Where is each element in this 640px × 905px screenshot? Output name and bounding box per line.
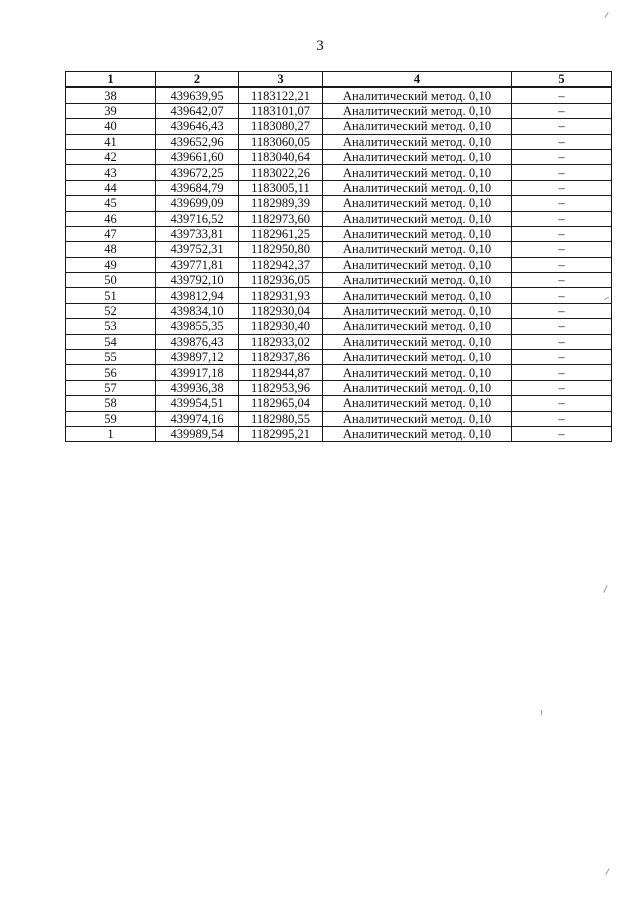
table-cell-col-2: 439936,38 xyxy=(156,380,239,395)
table-cell-col-2: 439672,25 xyxy=(156,165,239,180)
table-cell-col-2: 439661,60 xyxy=(156,149,239,164)
table-cell-col-5: – xyxy=(512,396,612,411)
table-cell-col-4: Аналитический метод. 0,10 xyxy=(323,134,512,149)
table-cell-col-2: 439733,81 xyxy=(156,226,239,241)
table-row xyxy=(66,411,612,426)
table-cell-col-1: 42 xyxy=(66,149,156,164)
table-cell-col-1: 56 xyxy=(66,365,156,380)
table-cell-col-3: 1182973,60 xyxy=(239,211,323,226)
table-cell-col-1: 45 xyxy=(66,196,156,211)
table-cell-col-1: 47 xyxy=(66,226,156,241)
table-cell-col-5: – xyxy=(512,196,612,211)
table-cell-col-3: 1183080,27 xyxy=(239,119,323,134)
table-cell-col-5: – xyxy=(512,87,612,103)
table-cell-col-5: – xyxy=(512,303,612,318)
table-row xyxy=(66,103,612,118)
table-cell-col-5: – xyxy=(512,134,612,149)
table-cell-col-2: 439812,94 xyxy=(156,288,239,303)
table-cell-col-1: 50 xyxy=(66,273,156,288)
table-row xyxy=(66,303,612,318)
table-cell-col-4: Аналитический метод. 0,10 xyxy=(323,303,512,318)
table-row xyxy=(66,288,612,303)
scan-mark xyxy=(604,12,608,17)
table-cell-col-5: – xyxy=(512,365,612,380)
table-cell-col-4: Аналитический метод. 0,10 xyxy=(323,319,512,334)
table-row xyxy=(66,211,612,226)
table-cell-col-2: 439716,52 xyxy=(156,211,239,226)
table-cell-col-3: 1182989,39 xyxy=(239,196,323,211)
table-cell-col-4: Аналитический метод. 0,10 xyxy=(323,365,512,380)
table-cell-col-1: 59 xyxy=(66,411,156,426)
scan-mark xyxy=(541,710,542,715)
table-row xyxy=(66,242,612,257)
scan-mark xyxy=(605,868,609,875)
table-row xyxy=(66,119,612,134)
table-cell-col-3: 1182965,04 xyxy=(239,396,323,411)
table-cell-col-4: Аналитический метод. 0,10 xyxy=(323,103,512,118)
table-row xyxy=(66,180,612,195)
table-cell-col-3: 1182930,40 xyxy=(239,319,323,334)
table-row xyxy=(66,426,612,441)
table-cell-col-2: 439646,43 xyxy=(156,119,239,134)
table-cell-col-4: Аналитический метод. 0,10 xyxy=(323,350,512,365)
table-cell-col-3: 1183122,21 xyxy=(239,87,323,103)
table-cell-col-4: Аналитический метод. 0,10 xyxy=(323,87,512,103)
table-cell-col-2: 439652,96 xyxy=(156,134,239,149)
table-row xyxy=(66,196,612,211)
table-cell-col-4: Аналитический метод. 0,10 xyxy=(323,242,512,257)
table-cell-col-5: – xyxy=(512,334,612,349)
table-cell-col-2: 439989,54 xyxy=(156,426,239,441)
table-cell-col-2: 439642,07 xyxy=(156,103,239,118)
table-cell-col-2: 439974,16 xyxy=(156,411,239,426)
table-row xyxy=(66,273,612,288)
table-cell-col-5: – xyxy=(512,119,612,134)
table-cell-col-3: 1182995,21 xyxy=(239,426,323,441)
table-cell-col-5: – xyxy=(512,180,612,195)
table-cell-col-1: 44 xyxy=(66,180,156,195)
table-cell-col-1: 43 xyxy=(66,165,156,180)
table-cell-col-4: Аналитический метод. 0,10 xyxy=(323,288,512,303)
table-cell-col-3: 1183040,64 xyxy=(239,149,323,164)
table-cell-col-4: Аналитический метод. 0,10 xyxy=(323,119,512,134)
table-cell-col-5: – xyxy=(512,211,612,226)
table-row xyxy=(66,87,612,103)
header-col-1: 1 xyxy=(66,72,156,88)
table-cell-col-5: – xyxy=(512,103,612,118)
table-cell-col-3: 1183005,11 xyxy=(239,180,323,195)
table-cell-col-5: – xyxy=(512,149,612,164)
table-cell-col-1: 49 xyxy=(66,257,156,272)
table-cell-col-1: 52 xyxy=(66,303,156,318)
table-cell-col-1: 53 xyxy=(66,319,156,334)
table-cell-col-1: 57 xyxy=(66,380,156,395)
table-cell-col-4: Аналитический метод. 0,10 xyxy=(323,257,512,272)
table-cell-col-2: 439855,35 xyxy=(156,319,239,334)
table-cell-col-3: 1182937,86 xyxy=(239,350,323,365)
table-cell-col-1: 51 xyxy=(66,288,156,303)
table-cell-col-5: – xyxy=(512,319,612,334)
table-row xyxy=(66,380,612,395)
table-cell-col-3: 1182961,25 xyxy=(239,226,323,241)
table-cell-col-1: 58 xyxy=(66,396,156,411)
table-cell-col-5: – xyxy=(512,165,612,180)
table-cell-col-2: 439699,09 xyxy=(156,196,239,211)
table-cell-col-3: 1182933,02 xyxy=(239,334,323,349)
table-cell-col-4: Аналитический метод. 0,10 xyxy=(323,334,512,349)
table-row xyxy=(66,134,612,149)
table-cell-col-1: 54 xyxy=(66,334,156,349)
table-row xyxy=(66,350,612,365)
header-col-3: 3 xyxy=(239,72,323,88)
table-cell-col-1: 46 xyxy=(66,211,156,226)
table-cell-col-1: 41 xyxy=(66,134,156,149)
header-col-4: 4 xyxy=(323,72,512,88)
table-row xyxy=(66,319,612,334)
table-cell-col-2: 439792,10 xyxy=(156,273,239,288)
table-cell-col-3: 1182942,37 xyxy=(239,257,323,272)
table-cell-col-5: – xyxy=(512,257,612,272)
table-row xyxy=(66,396,612,411)
table-cell-col-4: Аналитический метод. 0,10 xyxy=(323,380,512,395)
table-cell-col-4: Аналитический метод. 0,10 xyxy=(323,165,512,180)
table-row xyxy=(66,165,612,180)
page-number: 3 xyxy=(316,38,324,54)
table-cell-col-2: 439897,12 xyxy=(156,350,239,365)
table-cell-col-5: – xyxy=(512,273,612,288)
coordinates-table xyxy=(65,71,612,442)
table-cell-col-3: 1183101,07 xyxy=(239,103,323,118)
table-cell-col-3: 1182980,55 xyxy=(239,411,323,426)
table-cell-col-4: Аналитический метод. 0,10 xyxy=(323,273,512,288)
table-cell-col-5: – xyxy=(512,350,612,365)
table-cell-col-3: 1182950,80 xyxy=(239,242,323,257)
table-cell-col-4: Аналитический метод. 0,10 xyxy=(323,396,512,411)
table-cell-col-5: – xyxy=(512,380,612,395)
table-header-row xyxy=(66,72,612,88)
table-cell-col-4: Аналитический метод. 0,10 xyxy=(323,180,512,195)
table-cell-col-4: Аналитический метод. 0,10 xyxy=(323,211,512,226)
table-cell-col-5: – xyxy=(512,226,612,241)
table-cell-col-4: Аналитический метод. 0,10 xyxy=(323,426,512,441)
header-col-5: 5 xyxy=(512,72,612,88)
scan-mark xyxy=(603,585,607,593)
table-cell-col-2: 439917,18 xyxy=(156,365,239,380)
table-cell-col-3: 1182936,05 xyxy=(239,273,323,288)
table-row xyxy=(66,149,612,164)
table-cell-col-1: 1 xyxy=(66,426,156,441)
table-cell-col-5: – xyxy=(512,242,612,257)
table-row xyxy=(66,365,612,380)
table-row xyxy=(66,334,612,349)
table-cell-col-2: 439684,79 xyxy=(156,180,239,195)
table-cell-col-3: 1183060,05 xyxy=(239,134,323,149)
table-cell-col-4: Аналитический метод. 0,10 xyxy=(323,226,512,241)
table-cell-col-1: 40 xyxy=(66,119,156,134)
table-cell-col-2: 439954,51 xyxy=(156,396,239,411)
table-cell-col-2: 439876,43 xyxy=(156,334,239,349)
table-cell-col-4: Аналитический метод. 0,10 xyxy=(323,196,512,211)
header-col-2: 2 xyxy=(156,72,239,88)
table-cell-col-3: 1183022,26 xyxy=(239,165,323,180)
table-cell-col-1: 48 xyxy=(66,242,156,257)
table-cell-col-3: 1182930,04 xyxy=(239,303,323,318)
table-cell-col-2: 439834,10 xyxy=(156,303,239,318)
table-cell-col-2: 439639,95 xyxy=(156,87,239,103)
table-cell-col-1: 39 xyxy=(66,103,156,118)
table-body xyxy=(66,87,612,441)
table-cell-col-1: 55 xyxy=(66,350,156,365)
table-cell-col-4: Аналитический метод. 0,10 xyxy=(323,149,512,164)
table-row xyxy=(66,226,612,241)
table-cell-col-3: 1182931,93 xyxy=(239,288,323,303)
table-cell-col-4: Аналитический метод. 0,10 xyxy=(323,411,512,426)
table-cell-col-1: 38 xyxy=(66,87,156,103)
table-cell-col-3: 1182953,96 xyxy=(239,380,323,395)
table-cell-col-5: – xyxy=(512,411,612,426)
table-row xyxy=(66,257,612,272)
table-cell-col-3: 1182944,87 xyxy=(239,365,323,380)
table-cell-col-5: – xyxy=(512,426,612,441)
table-cell-col-2: 439752,31 xyxy=(156,242,239,257)
table-cell-col-2: 439771,81 xyxy=(156,257,239,272)
table-cell-col-5: – xyxy=(512,288,612,303)
